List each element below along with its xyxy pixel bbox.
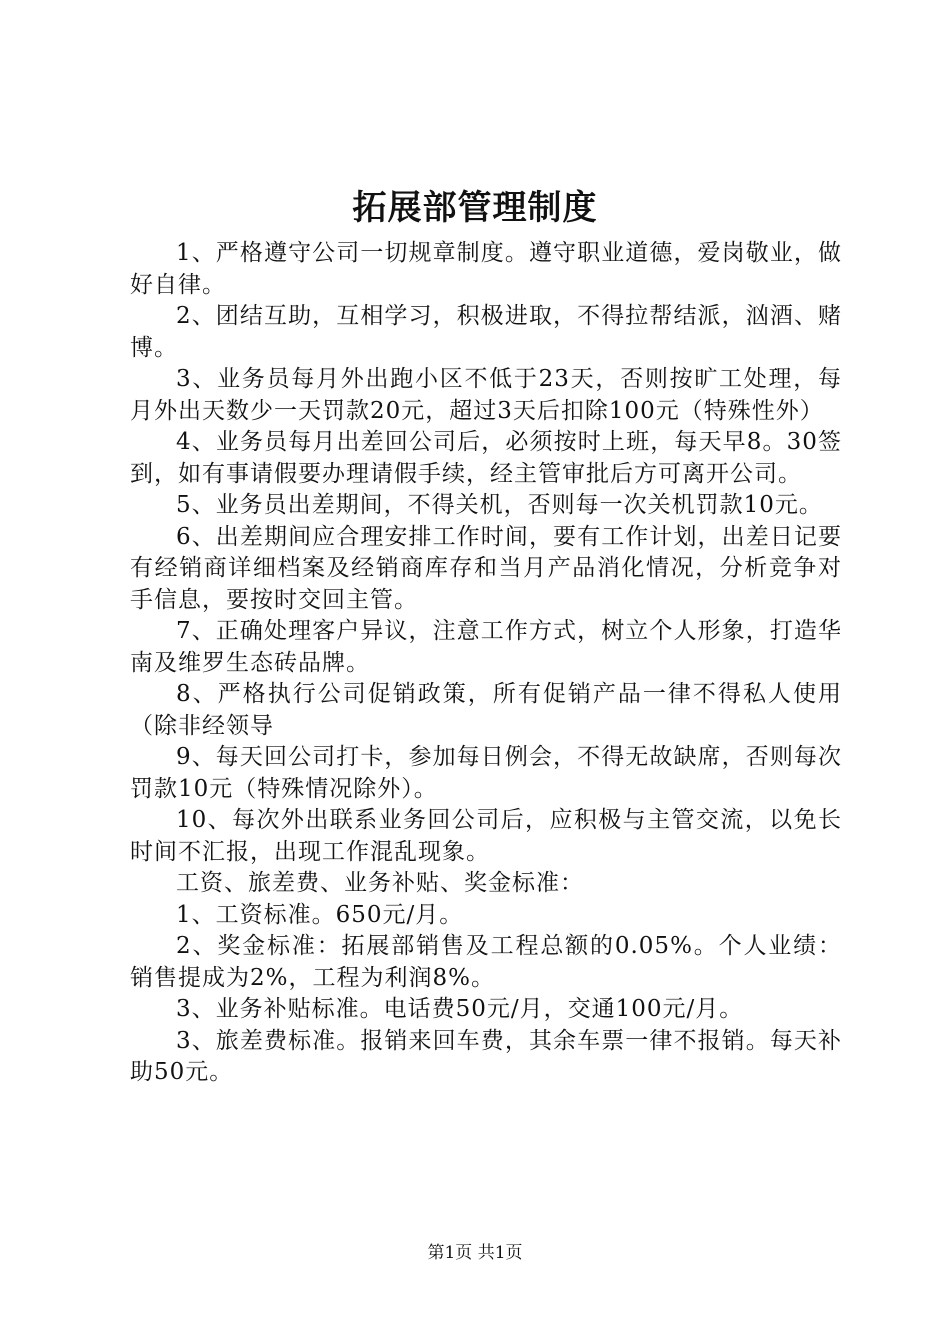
document-body	[130, 238, 842, 1089]
paragraph: 4、业务员每月出差回公司后，必须按时上班，每天早8。30签到，如有事请假要办理请假手续，经主管审批后方可离开公司。	[130, 429, 842, 487]
paragraph: 2、团结互助，互相学习，积极进取，不得拉帮结派，汹酒、赌博。	[130, 303, 842, 361]
paragraph: 9、每天回公司打卡，参加每日例会，不得无故缺席，否则每次罚款10元（特殊情况除外）。	[130, 744, 842, 802]
paragraph: 3、业务员每月外出跑小区不低于23天，否则按旷工处理，每月外出天数少一天罚款20元，超过3天后扣除100元（特殊性外）	[130, 366, 842, 424]
paragraph: 1、严格遵守公司一切规章制度。遵守职业道德，爱岗敬业，做好自律。	[130, 240, 842, 298]
paragraph: 6、出差期间应合理安排工作时间，要有工作计划，出差日记要有经销商详细档案及经销商库存和当月产品消化情况，分析竞争对手信息，要按时交回主管。	[130, 523, 842, 613]
section-heading: 工资、旅差费、业务补贴、奖金标准：	[176, 870, 584, 896]
paragraph: 2、奖金标准：拓展部销售及工程总额的0.05%。个人业绩：销售提成为2%，工程为利润8%。	[130, 933, 842, 991]
paragraph: 8、严格执行公司促销政策，所有促销产品一律不得私人使用（除非经领导	[130, 681, 842, 739]
page-title: 拓展部管理制度	[352, 188, 598, 228]
paragraph: 10、每次外出联系业务回公司后，应积极与主管交流，以免长时间不汇报，出现工作混乱现象。	[130, 807, 842, 865]
paragraph: 3、旅差费标准。报销来回车费，其余车票一律不报销。每天补助50元。	[130, 1027, 842, 1085]
paragraph: 1、工资标准。650元/月。	[176, 901, 464, 928]
page-number: 第1页 共1页	[427, 1243, 523, 1263]
paragraph: 3、业务补贴标准。电话费50元/月，交通100元/月。	[176, 996, 744, 1022]
paragraph: 5、业务员出差期间，不得关机，否则每一次关机罚款10元。	[176, 492, 823, 518]
paragraph: 7、正确处理客户异议，注意工作方式，树立个人形象，打造华南及维罗生态砖品牌。	[130, 618, 842, 676]
